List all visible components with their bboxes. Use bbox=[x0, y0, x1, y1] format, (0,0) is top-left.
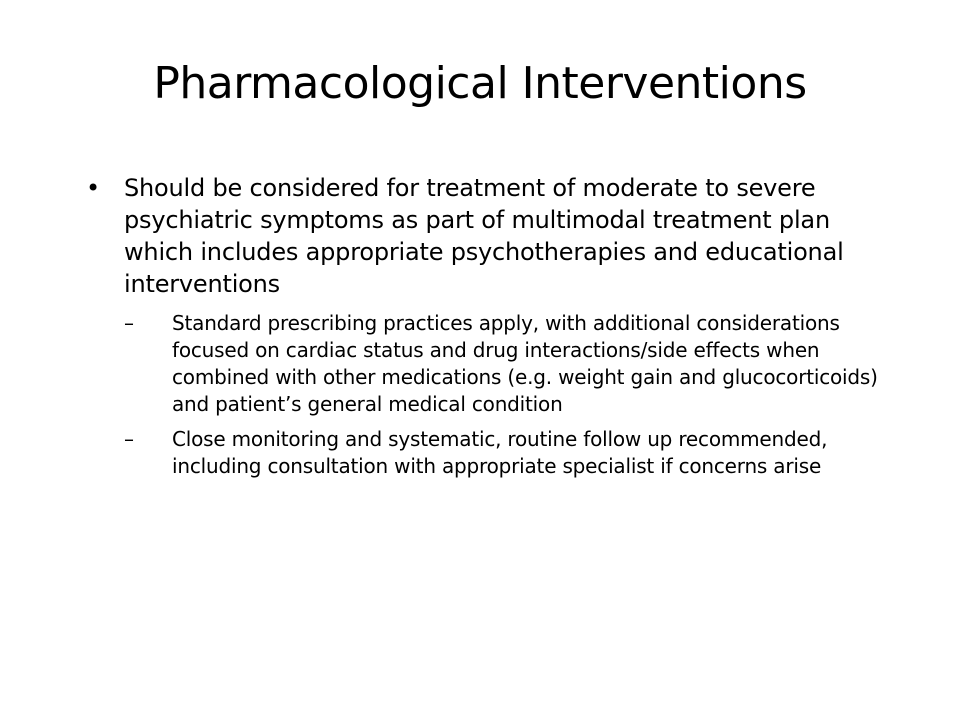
main-bullet-text: Should be considered for treatment of moderate to severe psychiatric symptoms as part of multimodal treatment plan which includes appropriate psychotherapies and educational interventions bbox=[124, 174, 844, 298]
slide-title: Pharmacological Interventions bbox=[153, 58, 807, 109]
bullet-marker: • bbox=[86, 174, 100, 202]
main-bullet bbox=[84, 172, 884, 300]
slide-body bbox=[84, 172, 884, 488]
dash-marker: – bbox=[124, 311, 134, 335]
sub-bullet-item bbox=[116, 310, 878, 418]
dash-marker: – bbox=[124, 427, 134, 451]
sub-bullet-item bbox=[116, 426, 878, 480]
sub-bullet-list bbox=[84, 310, 884, 480]
sub-bullet-text: Standard prescribing practices apply, with additional considerations focused on cardiac status and drug interactions/side effects when combined with other medications (e.g. weight gain and glucocorticoids) and patient’s general medical condition bbox=[172, 311, 878, 416]
sub-bullet-text: Close monitoring and systematic, routine follow up recommended, including consultation with appropriate specialist if concerns arise bbox=[172, 427, 828, 478]
